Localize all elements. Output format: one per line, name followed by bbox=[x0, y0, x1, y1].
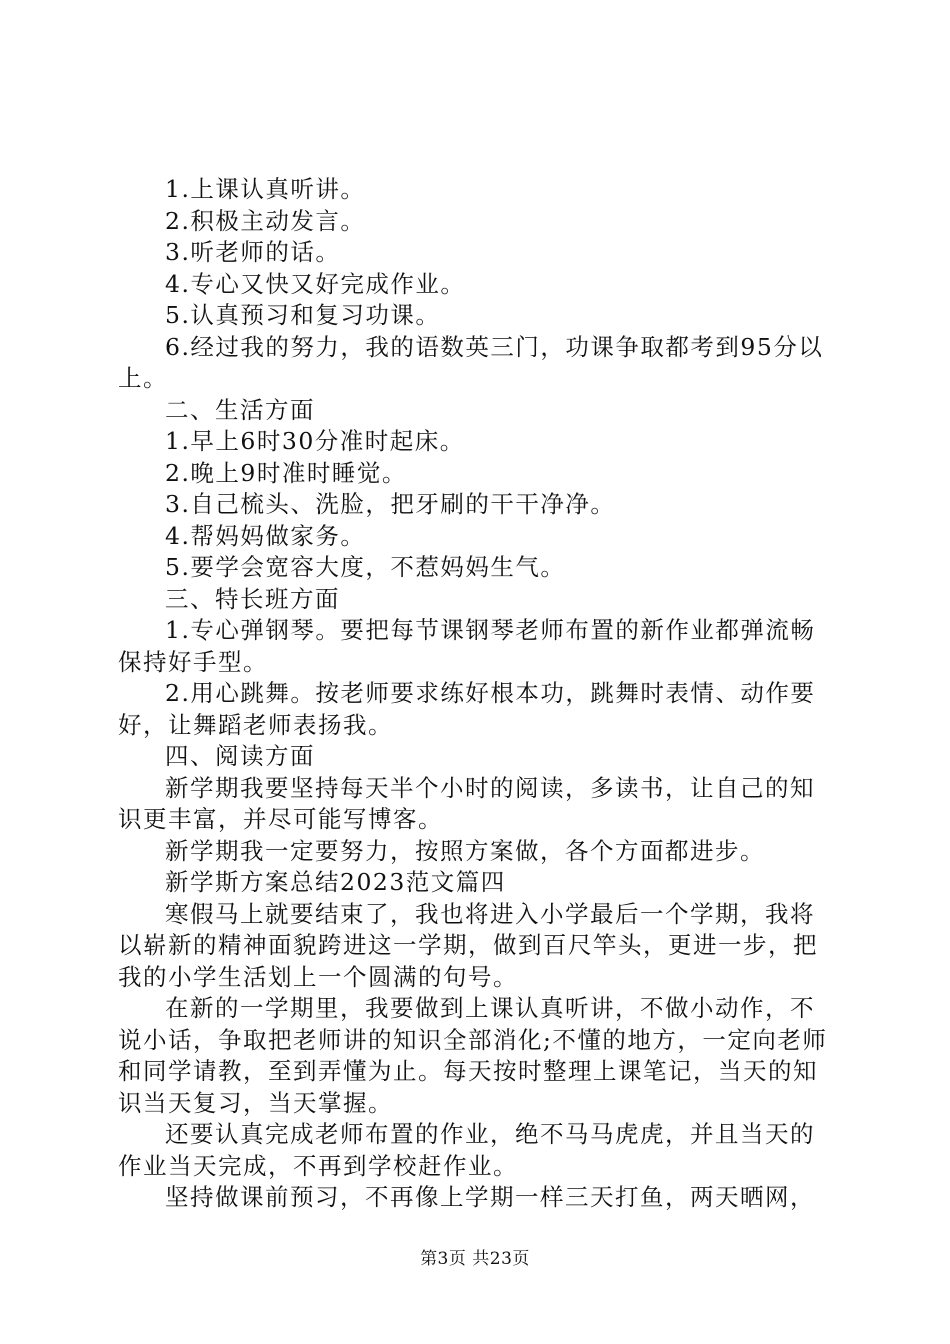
paragraph: 5.认真预习和复习功课。 bbox=[165, 301, 441, 329]
section-heading: 三、特长班方面 bbox=[165, 584, 340, 613]
paragraph: 还要认真完成老师布置的作业，绝不马马虎虎，并且当天的作业当天完成，不再到学校赶作业。 bbox=[118, 1120, 815, 1180]
paragraph: 3.自己梳头、洗脸，把牙刷的干干净净。 bbox=[165, 490, 616, 518]
page-number: 第3页 共23页 bbox=[420, 1249, 530, 1269]
paragraph: 新学期我要坚持每天半个小时的阅读，多读书，让自己的知识更丰富，并尽可能写博客。 bbox=[118, 773, 815, 833]
paragraph: 4.专心又快又好完成作业。 bbox=[165, 269, 466, 298]
paragraph: 2.用心跳舞。按老师要求练好根本功，跳舞时表情、动作要好，让舞蹈老师表扬我。 bbox=[118, 679, 816, 739]
paragraph: 寒假马上就要结束了，我也将进入小学最后一个学期，我将以崭新的精神面貌跨进这一学期，做到百尺竿头，更进一步，把我的小学生活划上一个圆满的句号。 bbox=[118, 899, 818, 991]
paragraph: 3.听老师的话。 bbox=[165, 238, 341, 266]
section-heading: 四、阅读方面 bbox=[165, 742, 315, 770]
paragraph: 1.专心弹钢琴。要把每节课钢琴老师布置的新作业都弹流畅保持好手型。 bbox=[118, 616, 816, 676]
paragraph: 6.经过我的努力，我的语数英三门，功课争取都考到95分以上。 bbox=[118, 332, 824, 392]
paragraph: 1.早上6时30分准时起床。 bbox=[165, 427, 465, 455]
document-body bbox=[118, 174, 838, 1214]
paragraph: 新学期我一定要努力，按照方案做，各个方面都进步。 bbox=[165, 836, 765, 865]
section-heading: 二、生活方面 bbox=[165, 395, 315, 424]
paragraph: 5.要学会宽容大度，不惹妈妈生气。 bbox=[165, 553, 566, 581]
paragraph: 1.上课认真听讲。 bbox=[165, 175, 366, 203]
paragraph: 在新的一学期里，我要做到上课认真听讲，不做小动作，不说小话，争取把老师讲的知识全部消化;不懂的地方，一定向老师和同学请教，至到弄懂为止。每天按时整理上课笔记，当天的知识当天复习，当天掌握。 bbox=[118, 994, 828, 1117]
article-title: 新学斯方案总结2023范文篇四 bbox=[165, 868, 506, 896]
paragraph: 坚持做课前预习，不再像上学期一样三天打鱼，两天晒网， bbox=[165, 1183, 815, 1211]
paragraph: 4.帮妈妈做家务。 bbox=[165, 521, 366, 550]
paragraph: 2.积极主动发言。 bbox=[165, 206, 366, 235]
paragraph: 2.晚上9时准时睡觉。 bbox=[165, 458, 407, 487]
